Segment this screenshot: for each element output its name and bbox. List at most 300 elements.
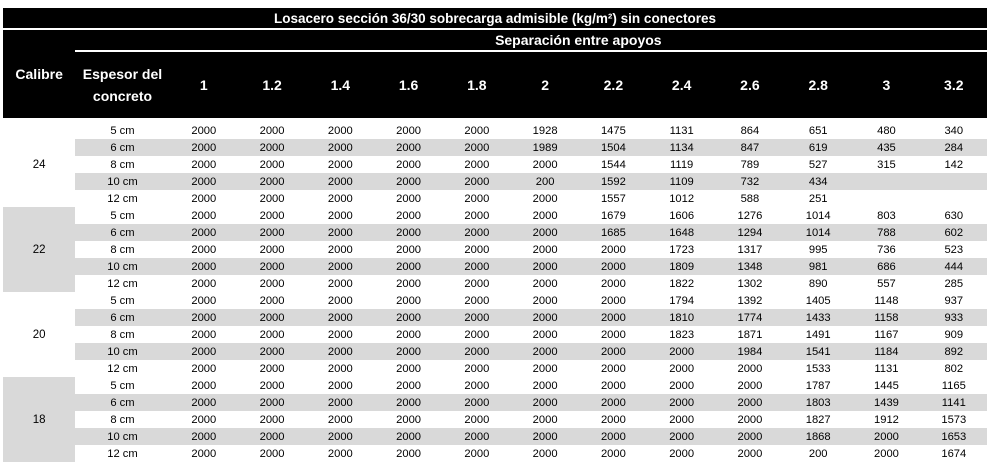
value-cell: 890 (784, 275, 852, 292)
span-header-2: 2 (511, 51, 579, 118)
value-cell: 981 (784, 258, 852, 275)
value-cell: 2000 (443, 445, 511, 462)
value-cell: 2000 (374, 139, 442, 156)
table-row (3, 377, 987, 394)
span-header-1-6: 1.6 (374, 51, 442, 118)
value-cell: 2000 (306, 258, 374, 275)
value-cell: 2000 (374, 275, 442, 292)
value-cell: 1012 (648, 190, 716, 207)
value-cell: 1348 (716, 258, 784, 275)
value-cell: 2000 (374, 241, 442, 258)
value-cell: 2000 (170, 428, 238, 445)
value-cell: 1134 (648, 139, 716, 156)
value-cell: 736 (852, 241, 920, 258)
value-cell: 2000 (374, 224, 442, 241)
value-cell: 2000 (170, 173, 238, 190)
span-header-1-8: 1.8 (443, 51, 511, 118)
value-cell: 864 (716, 122, 784, 139)
value-cell: 2000 (648, 394, 716, 411)
value-cell: 2000 (579, 360, 647, 377)
value-cell: 2000 (374, 190, 442, 207)
value-cell: 2000 (511, 292, 579, 309)
espesor-cell: 12 cm (75, 275, 169, 292)
value-cell: 1912 (852, 411, 920, 428)
table-row (3, 275, 987, 292)
table-body (3, 122, 987, 462)
value-cell: 1302 (716, 275, 784, 292)
value-cell: 1504 (579, 139, 647, 156)
value-cell: 2000 (170, 190, 238, 207)
span-header-1-4: 1.4 (306, 51, 374, 118)
value-cell: 1131 (852, 360, 920, 377)
span-header-3: 3 (852, 51, 920, 118)
value-cell: 2000 (579, 326, 647, 343)
value-cell: 2000 (306, 445, 374, 462)
value-cell: 2000 (443, 411, 511, 428)
value-cell: 2000 (238, 445, 306, 462)
value-cell: 2000 (306, 224, 374, 241)
value-cell: 1868 (784, 428, 852, 445)
value-cell: 2000 (238, 122, 306, 139)
value-cell: 2000 (170, 139, 238, 156)
value-cell: 2000 (443, 173, 511, 190)
value-cell (921, 190, 987, 207)
value-cell: 2000 (306, 122, 374, 139)
value-cell: 2000 (374, 394, 442, 411)
espesor-cell: 10 cm (75, 258, 169, 275)
calibre-cell: 24 (3, 122, 75, 207)
value-cell: 2000 (716, 360, 784, 377)
value-cell: 2000 (238, 360, 306, 377)
value-cell: 1392 (716, 292, 784, 309)
value-cell: 686 (852, 258, 920, 275)
value-cell: 2000 (716, 377, 784, 394)
value-cell: 2000 (443, 241, 511, 258)
value-cell: 2000 (511, 377, 579, 394)
value-cell: 1276 (716, 207, 784, 224)
value-cell: 2000 (374, 173, 442, 190)
calibre-cell: 22 (3, 207, 75, 292)
value-cell: 2000 (238, 377, 306, 394)
espesor-cell: 6 cm (75, 139, 169, 156)
value-cell: 2000 (238, 224, 306, 241)
value-cell: 933 (921, 309, 987, 326)
value-cell: 1809 (648, 258, 716, 275)
value-cell: 2000 (306, 241, 374, 258)
value-cell: 2000 (579, 309, 647, 326)
value-cell: 2000 (238, 275, 306, 292)
value-cell: 2000 (170, 292, 238, 309)
value-cell: 2000 (238, 173, 306, 190)
value-cell: 2000 (170, 156, 238, 173)
value-cell: 2000 (443, 156, 511, 173)
espesor-cell: 10 cm (75, 343, 169, 360)
value-cell: 2000 (579, 275, 647, 292)
value-cell: 1148 (852, 292, 920, 309)
value-cell: 1823 (648, 326, 716, 343)
value-cell: 2000 (170, 360, 238, 377)
value-cell: 2000 (238, 394, 306, 411)
value-cell: 2000 (170, 445, 238, 462)
value-cell: 2000 (306, 190, 374, 207)
table-row (3, 309, 987, 326)
value-cell: 1794 (648, 292, 716, 309)
value-cell: 651 (784, 122, 852, 139)
espesor-cell: 6 cm (75, 309, 169, 326)
value-cell: 2000 (511, 343, 579, 360)
value-cell: 2000 (648, 445, 716, 462)
value-cell: 2000 (443, 292, 511, 309)
value-cell: 2000 (170, 343, 238, 360)
value-cell (921, 173, 987, 190)
value-cell: 2000 (374, 445, 442, 462)
span-header-2-2: 2.2 (579, 51, 647, 118)
value-cell: 2000 (716, 411, 784, 428)
espesor-cell: 12 cm (75, 360, 169, 377)
value-cell: 2000 (374, 122, 442, 139)
value-cell: 2000 (716, 394, 784, 411)
value-cell: 1317 (716, 241, 784, 258)
value-cell: 2000 (170, 207, 238, 224)
value-cell: 1109 (648, 173, 716, 190)
value-cell: 1984 (716, 343, 784, 360)
value-cell: 1141 (921, 394, 987, 411)
espesor-header: Espesor del concreto (75, 51, 169, 118)
value-cell: 2000 (170, 326, 238, 343)
value-cell: 2000 (511, 309, 579, 326)
value-cell: 200 (784, 445, 852, 462)
value-cell: 2000 (306, 394, 374, 411)
value-cell: 1606 (648, 207, 716, 224)
value-cell: 2000 (374, 258, 442, 275)
value-cell: 2000 (511, 224, 579, 241)
span-header-2-6: 2.6 (716, 51, 784, 118)
value-cell: 2000 (579, 445, 647, 462)
table-row (3, 343, 987, 360)
value-cell: 1533 (784, 360, 852, 377)
value-cell: 2000 (306, 139, 374, 156)
value-cell: 2000 (716, 428, 784, 445)
espesor-cell: 5 cm (75, 292, 169, 309)
value-cell: 2000 (238, 156, 306, 173)
table-row (3, 360, 987, 377)
value-cell: 2000 (579, 428, 647, 445)
table-row (3, 122, 987, 139)
value-cell: 2000 (511, 190, 579, 207)
value-cell: 995 (784, 241, 852, 258)
value-cell: 619 (784, 139, 852, 156)
value-cell: 1557 (579, 190, 647, 207)
value-cell: 2000 (238, 411, 306, 428)
value-cell: 2000 (443, 139, 511, 156)
value-cell: 1541 (784, 343, 852, 360)
value-cell: 2000 (170, 309, 238, 326)
value-cell: 1014 (784, 224, 852, 241)
value-cell: 1685 (579, 224, 647, 241)
table-row (3, 139, 987, 156)
value-cell: 2000 (443, 275, 511, 292)
value-cell: 1491 (784, 326, 852, 343)
value-cell: 2000 (238, 326, 306, 343)
value-cell: 1803 (784, 394, 852, 411)
value-cell: 789 (716, 156, 784, 173)
espesor-cell: 8 cm (75, 411, 169, 428)
value-cell: 2000 (648, 411, 716, 428)
value-cell: 2000 (511, 428, 579, 445)
value-cell: 1445 (852, 377, 920, 394)
value-cell: 2000 (306, 343, 374, 360)
value-cell: 2000 (511, 326, 579, 343)
value-cell: 1810 (648, 309, 716, 326)
value-cell: 2000 (648, 377, 716, 394)
value-cell: 1131 (648, 122, 716, 139)
table-row (3, 241, 987, 258)
value-cell: 2000 (238, 241, 306, 258)
value-cell: 523 (921, 241, 987, 258)
value-cell: 2000 (374, 292, 442, 309)
value-cell: 1014 (784, 207, 852, 224)
value-cell: 1158 (852, 309, 920, 326)
value-cell: 1165 (921, 377, 987, 394)
table-row (3, 428, 987, 445)
value-cell: 802 (921, 360, 987, 377)
value-cell: 557 (852, 275, 920, 292)
value-cell: 2000 (511, 394, 579, 411)
value-cell: 2000 (648, 343, 716, 360)
value-cell: 200 (511, 173, 579, 190)
value-cell: 2000 (443, 258, 511, 275)
table-row (3, 326, 987, 343)
table-title: Losacero sección 36/30 sobrecarga admisible (kg/m²) sin conectores (3, 8, 987, 29)
value-cell: 2000 (306, 411, 374, 428)
value-cell: 315 (852, 156, 920, 173)
value-cell: 788 (852, 224, 920, 241)
value-cell: 2000 (511, 241, 579, 258)
value-cell: 1544 (579, 156, 647, 173)
value-cell: 2000 (443, 377, 511, 394)
value-cell: 2000 (238, 343, 306, 360)
value-cell: 803 (852, 207, 920, 224)
value-cell: 2000 (579, 258, 647, 275)
table-row (3, 394, 987, 411)
value-cell: 1294 (716, 224, 784, 241)
value-cell: 340 (921, 122, 987, 139)
value-cell: 2000 (579, 377, 647, 394)
value-cell: 1827 (784, 411, 852, 428)
value-cell: 480 (852, 122, 920, 139)
value-cell: 630 (921, 207, 987, 224)
table-row (3, 156, 987, 173)
value-cell: 2000 (443, 122, 511, 139)
value-cell: 2000 (443, 360, 511, 377)
separacion-header: Separación entre apoyos (170, 29, 987, 51)
value-cell (852, 190, 920, 207)
value-cell: 2000 (306, 377, 374, 394)
table-row (3, 258, 987, 275)
value-cell: 2000 (170, 394, 238, 411)
espesor-cell: 12 cm (75, 190, 169, 207)
value-cell: 1475 (579, 122, 647, 139)
value-cell: 1653 (921, 428, 987, 445)
calibre-cell: 18 (3, 377, 75, 462)
value-cell: 2000 (511, 360, 579, 377)
calibre-cell: 20 (3, 292, 75, 377)
value-cell: 2000 (374, 207, 442, 224)
value-cell: 2000 (443, 326, 511, 343)
value-cell: 2000 (306, 309, 374, 326)
espesor-cell: 5 cm (75, 377, 169, 394)
value-cell: 2000 (238, 309, 306, 326)
span-header-1-2: 1.2 (238, 51, 306, 118)
value-cell: 434 (784, 173, 852, 190)
espesor-cell: 6 cm (75, 224, 169, 241)
value-cell: 2000 (306, 173, 374, 190)
value-cell: 435 (852, 139, 920, 156)
value-cell: 2000 (852, 428, 920, 445)
value-cell: 1433 (784, 309, 852, 326)
value-cell: 2000 (238, 258, 306, 275)
value-cell: 847 (716, 139, 784, 156)
value-cell: 527 (784, 156, 852, 173)
value-cell: 2000 (374, 411, 442, 428)
value-cell: 142 (921, 156, 987, 173)
value-cell: 2000 (238, 190, 306, 207)
header-blank (75, 29, 169, 51)
value-cell: 1573 (921, 411, 987, 428)
value-cell: 1928 (511, 122, 579, 139)
span-header-1: 1 (170, 51, 238, 118)
span-header-2-8: 2.8 (784, 51, 852, 118)
espesor-cell: 10 cm (75, 428, 169, 445)
value-cell: 1184 (852, 343, 920, 360)
value-cell: 2000 (443, 207, 511, 224)
value-cell: 1648 (648, 224, 716, 241)
value-cell: 2000 (170, 377, 238, 394)
value-cell: 2000 (511, 258, 579, 275)
value-cell: 2000 (306, 428, 374, 445)
value-cell: 2000 (511, 411, 579, 428)
value-cell: 2000 (306, 360, 374, 377)
value-cell: 2000 (374, 428, 442, 445)
value-cell: 2000 (306, 292, 374, 309)
value-cell: 2000 (374, 309, 442, 326)
value-cell (852, 173, 920, 190)
value-cell: 909 (921, 326, 987, 343)
value-cell: 2000 (443, 224, 511, 241)
value-cell: 2000 (170, 258, 238, 275)
espesor-cell: 8 cm (75, 156, 169, 173)
value-cell: 2000 (170, 411, 238, 428)
espesor-cell: 5 cm (75, 122, 169, 139)
table-row (3, 292, 987, 309)
table-row (3, 224, 987, 241)
table-row (3, 173, 987, 190)
espesor-cell: 12 cm (75, 445, 169, 462)
value-cell: 2000 (170, 241, 238, 258)
value-cell: 2000 (238, 139, 306, 156)
value-cell: 1674 (921, 445, 987, 462)
value-cell: 1989 (511, 139, 579, 156)
value-cell: 2000 (374, 377, 442, 394)
value-cell: 2000 (579, 394, 647, 411)
value-cell: 2000 (716, 445, 784, 462)
espesor-cell: 8 cm (75, 326, 169, 343)
table-row (3, 445, 987, 462)
table-row (3, 190, 987, 207)
value-cell: 2000 (511, 445, 579, 462)
value-cell: 1167 (852, 326, 920, 343)
value-cell: 588 (716, 190, 784, 207)
value-cell: 2000 (511, 156, 579, 173)
value-cell: 2000 (511, 275, 579, 292)
value-cell: 1787 (784, 377, 852, 394)
table-row (3, 411, 987, 428)
value-cell: 285 (921, 275, 987, 292)
value-cell: 2000 (443, 428, 511, 445)
value-cell: 892 (921, 343, 987, 360)
value-cell: 732 (716, 173, 784, 190)
calibre-header: Calibre (3, 29, 75, 118)
value-cell: 2000 (374, 326, 442, 343)
value-cell: 2000 (443, 394, 511, 411)
value-cell: 2000 (374, 343, 442, 360)
value-cell: 2000 (648, 428, 716, 445)
value-cell: 2000 (374, 156, 442, 173)
value-cell: 2000 (579, 411, 647, 428)
value-cell: 2000 (306, 275, 374, 292)
value-cell: 1871 (716, 326, 784, 343)
value-cell: 2000 (443, 190, 511, 207)
espesor-cell: 10 cm (75, 173, 169, 190)
value-cell: 2000 (443, 343, 511, 360)
value-cell: 1822 (648, 275, 716, 292)
value-cell: 2000 (170, 224, 238, 241)
value-cell: 284 (921, 139, 987, 156)
value-cell: 2000 (374, 360, 442, 377)
value-cell: 1592 (579, 173, 647, 190)
value-cell: 2000 (511, 207, 579, 224)
value-cell: 2000 (306, 326, 374, 343)
value-cell: 2000 (170, 122, 238, 139)
value-cell: 2000 (306, 207, 374, 224)
load-table (3, 8, 987, 462)
span-header-2-4: 2.4 (648, 51, 716, 118)
espesor-cell: 6 cm (75, 394, 169, 411)
value-cell: 1405 (784, 292, 852, 309)
value-cell: 2000 (238, 292, 306, 309)
espesor-cell: 5 cm (75, 207, 169, 224)
value-cell: 251 (784, 190, 852, 207)
value-cell: 1774 (716, 309, 784, 326)
value-cell: 444 (921, 258, 987, 275)
value-cell: 2000 (443, 309, 511, 326)
table-row (3, 207, 987, 224)
espesor-cell: 8 cm (75, 241, 169, 258)
span-header-3-2: 3.2 (921, 51, 987, 118)
value-cell: 2000 (238, 428, 306, 445)
value-cell: 2000 (238, 207, 306, 224)
value-cell: 2000 (579, 241, 647, 258)
value-cell: 1119 (648, 156, 716, 173)
value-cell: 2000 (579, 292, 647, 309)
value-cell: 937 (921, 292, 987, 309)
value-cell: 602 (921, 224, 987, 241)
value-cell: 2000 (579, 343, 647, 360)
value-cell: 1679 (579, 207, 647, 224)
value-cell: 2000 (852, 445, 920, 462)
value-cell: 2000 (306, 156, 374, 173)
value-cell: 1439 (852, 394, 920, 411)
